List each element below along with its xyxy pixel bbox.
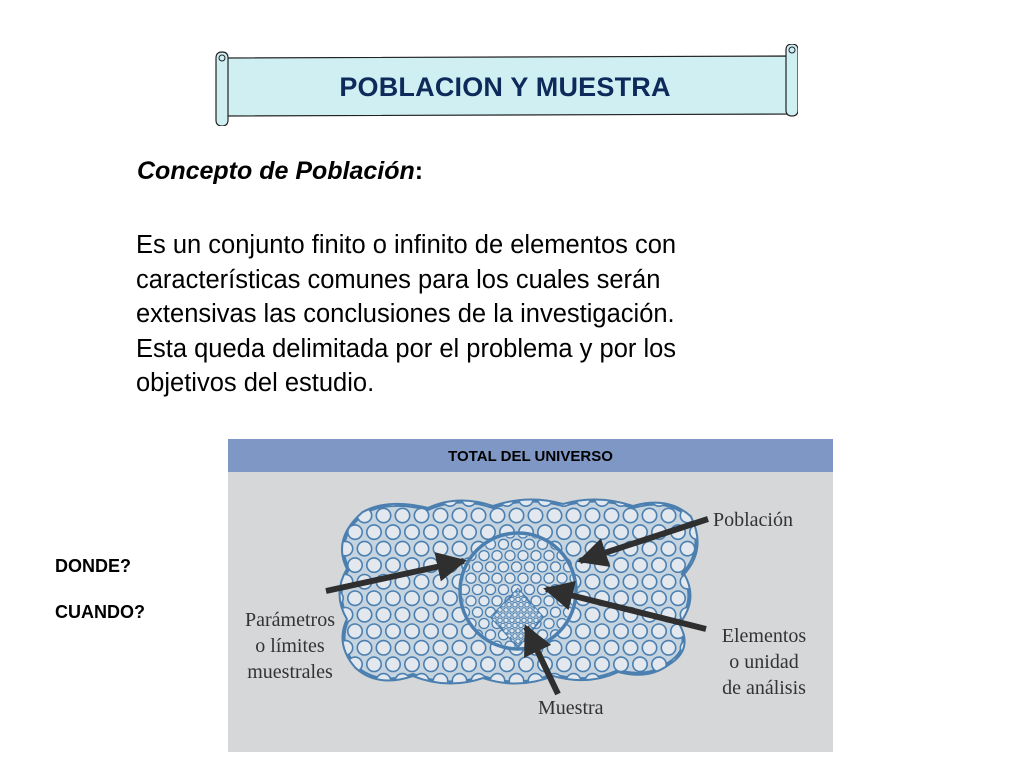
element-circle [547,641,561,655]
element-circle [519,623,523,627]
element-circle [595,624,609,638]
element-circle [585,508,599,522]
element-circle [614,657,628,671]
element-circle [614,624,628,638]
element-circle [513,603,517,607]
label-line: o unidad [729,651,799,673]
element-circle [566,641,580,655]
element-circle [633,624,647,638]
element-circle [499,539,509,549]
element-circle [595,657,609,671]
element-circle [492,596,502,606]
element-circle [551,562,561,572]
element-circle [376,541,390,555]
paragraph-line: Es un conjunto finito o infinito de elementos con [136,231,677,259]
element-circle [424,657,438,671]
element-circle [516,639,520,643]
element-circle [433,508,447,522]
element-circle [499,585,509,595]
element-circle [500,657,514,671]
element-circle [614,591,628,605]
section-heading [137,157,423,186]
element-circle [471,641,485,655]
element-circle [367,591,381,605]
element-circle [534,618,538,622]
element-circle [642,541,656,555]
question-cuando: CUANDO? [55,602,145,622]
element-circle [443,657,457,671]
element-circle [642,641,656,655]
element-circle [522,597,526,601]
element-circle [452,508,466,522]
element-circle [376,608,390,622]
element-circle [498,618,502,622]
element-circle [633,591,647,605]
element-circle [395,508,409,522]
element-circle [348,558,362,572]
element-circle [531,623,535,627]
element-circle [501,623,505,627]
label-line: Parámetros [245,609,335,631]
label-muestra: Muestra [538,697,604,719]
element-circle [513,613,517,617]
element-circle [623,575,637,589]
element-circle [518,551,528,561]
label-line: Elementos [721,625,807,647]
element-circle [395,641,409,655]
element-circle [525,613,529,617]
element-circle [492,573,502,583]
element-circle [504,618,508,622]
element-circle [585,608,599,622]
element-circle [424,624,438,638]
element-circle [595,558,609,572]
paragraph-line: características comunes para los cuales serán [136,265,661,294]
element-circle [510,597,514,601]
element-circle [414,575,428,589]
element-circle [386,525,400,539]
question-donde: DONDE? [55,556,131,576]
element-circle [473,607,483,617]
element-circle [414,641,428,655]
element-circle [507,623,511,627]
page-title: POBLACION Y MUESTRA [339,72,671,102]
element-circle [505,551,515,561]
element-circle [519,613,523,617]
heading-colon: : [414,157,424,185]
element-circle [405,525,419,539]
element-circle [492,551,502,561]
element-circle [531,551,541,561]
element-circle [516,618,520,622]
element-circle [671,558,685,572]
element-circle [348,591,362,605]
element-circle [367,624,381,638]
element-circle [405,624,419,638]
element-circle [528,608,532,612]
element-circle [386,657,400,671]
label-elementos [706,623,822,701]
element-circle [509,508,523,522]
element-circle [466,596,476,606]
element-circle [544,619,554,629]
element-circle [471,508,485,522]
element-circle [433,641,447,655]
element-circle [512,562,522,572]
element-circle [642,508,656,522]
element-circle [479,573,489,583]
element-circle [528,618,532,622]
element-circle [424,591,438,605]
element-circle [661,508,675,522]
element-circle [504,608,508,612]
element-circle [516,629,520,633]
element-circle [531,613,535,617]
element-circle [652,558,666,572]
element-circle [518,573,528,583]
element-circle [433,575,447,589]
element-circle [452,541,466,555]
element-circle [633,657,647,671]
element-circle [522,618,526,622]
element-circle [528,508,542,522]
element-circle [507,613,511,617]
element-circle [414,541,428,555]
element-circle [557,525,571,539]
element-circle [367,657,381,671]
element-circle [557,596,567,606]
element-circle [671,591,685,605]
element-circle [486,562,496,572]
element-circle [519,634,523,638]
element-circle [566,541,580,555]
element-circle [386,591,400,605]
element-circle [405,657,419,671]
element-circle [512,539,522,549]
element-circle [516,608,520,612]
element-circle [479,619,489,629]
element-circle [443,525,457,539]
element-circle [652,591,666,605]
element-circle [443,591,457,605]
element-circle [367,558,381,572]
element-circle [604,575,618,589]
element-circle [604,508,618,522]
element-circle [623,641,637,655]
element-circle [544,596,554,606]
element-circle [507,603,511,607]
element-circle [395,541,409,555]
element-circle [614,525,628,539]
element-circle [490,508,504,522]
element-circle [505,573,515,583]
element-circle [386,624,400,638]
title-banner [212,44,798,126]
element-circle [357,541,371,555]
element-circle [376,641,390,655]
element-circle [538,562,548,572]
element-circle [604,641,618,655]
element-circle [499,562,509,572]
heading-text: Concepto de Población [137,157,415,185]
element-circle [557,573,567,583]
element-circle [348,624,362,638]
element-circle [519,657,533,671]
element-circle [501,613,505,617]
element-circle [462,525,476,539]
element-circle [414,508,428,522]
element-circle [462,657,476,671]
element-circle [513,623,517,627]
element-circle [452,641,466,655]
element-circle [585,641,599,655]
element-circle [367,525,381,539]
element-circle [513,634,517,638]
element-circle [525,585,535,595]
element-circle [538,630,548,640]
element-circle [614,558,628,572]
element-circle [479,551,489,561]
element-circle [519,603,523,607]
paragraph-line: extensivas las conclusiones de la investigación. [136,300,675,328]
label-line: muestrales [247,661,333,683]
population-sample-diagram [228,439,833,752]
element-circle [576,624,590,638]
element-circle [531,573,541,583]
element-circle [661,541,675,555]
element-circle [516,597,520,601]
element-circle [522,608,526,612]
element-circle [357,608,371,622]
element-circle [525,539,535,549]
element-circle [544,573,554,583]
element-circle [566,508,580,522]
diagram-graphic [228,439,833,752]
element-circle [557,657,571,671]
element-circle [525,603,529,607]
element-circle [544,551,554,561]
paragraph-line: objetivos del estudio. [136,369,375,397]
element-circle [661,641,675,655]
label-line: o límites [255,635,325,657]
element-circle [479,596,489,606]
element-circle [525,562,535,572]
element-circle [395,608,409,622]
element-circle [481,657,495,671]
element-circle [424,525,438,539]
definition-paragraph [136,228,876,401]
element-circle [595,525,609,539]
element-circle [510,618,514,622]
element-circle [357,641,371,655]
element-circle [576,657,590,671]
element-circle [510,608,514,612]
element-circle [473,585,483,595]
element-circle [486,585,496,595]
element-circle [547,508,561,522]
element-circle [405,591,419,605]
element-circle [495,613,499,617]
element-circle [433,541,447,555]
element-circle [443,624,457,638]
element-circle [473,562,483,572]
figure-title: TOTAL DEL UNIVERSO [448,448,613,465]
element-circle [576,525,590,539]
element-circle [466,573,476,583]
element-circle [433,608,447,622]
label-parametros [234,607,346,685]
element-circle [642,575,656,589]
element-circle [414,608,428,622]
element-circle [386,558,400,572]
label-poblacion: Población [713,509,793,531]
element-circle [680,541,694,555]
element-circle [376,508,390,522]
paragraph-line: Esta queda delimitada por el problema y por los [136,334,677,363]
element-circle [551,607,561,617]
element-circle [652,624,666,638]
element-circle [585,575,599,589]
element-circle [510,629,514,633]
element-circle [633,558,647,572]
element-circle [623,508,637,522]
label-line: de análisis [722,677,806,699]
element-circle [661,575,675,589]
